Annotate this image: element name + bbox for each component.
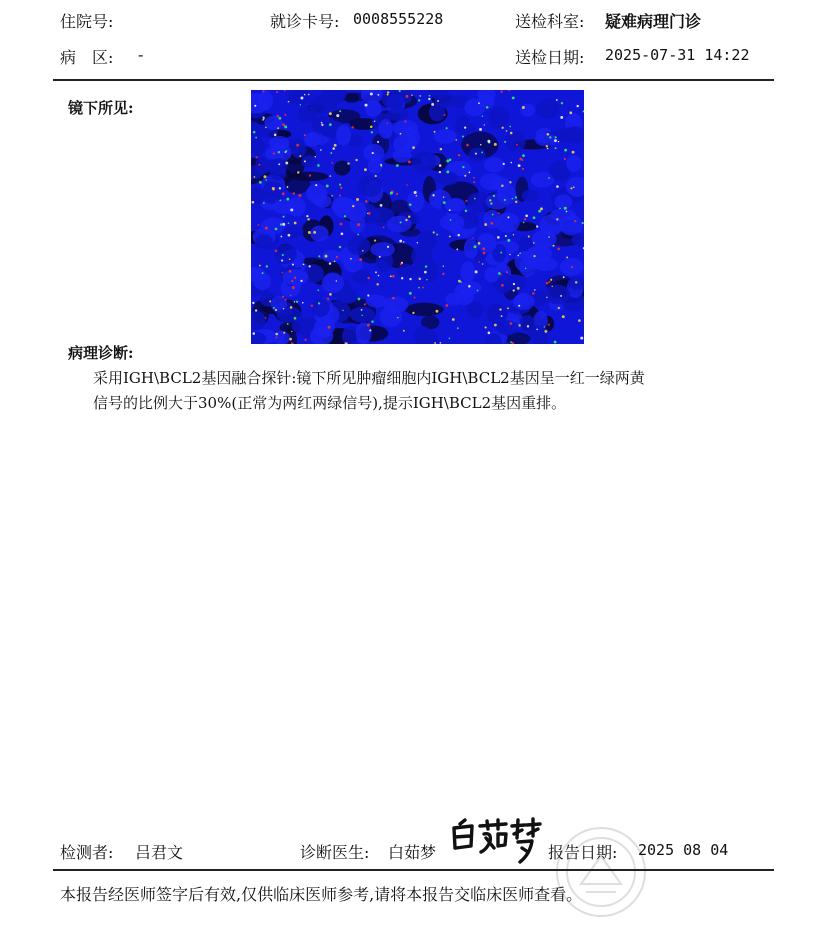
doctor-label: 诊断医生: — [300, 843, 370, 862]
footer-divider — [53, 869, 774, 871]
microscopy-title: 镜下所见: — [68, 99, 134, 117]
dept-value: 疑难病理门诊 — [605, 12, 702, 31]
ward-value: - — [138, 45, 144, 64]
report-date-label: 报告日期: — [548, 843, 618, 862]
inpatient-no-label: 住院号: — [60, 12, 114, 31]
fish-microscopy-image — [251, 90, 584, 344]
diagnosis-line-2: 信号的比例大于30%(正常为两红两绿信号),提示IGH\BCL2基因重排。 — [93, 394, 567, 412]
diagnosis-line-1: 采用IGH\BCL2基因融合探针:镜下所见肿瘤细胞内IGH\BCL2基因呈一红一绿两黄 — [93, 369, 645, 387]
date-label: 送检日期: — [515, 48, 585, 67]
diagnosis-title: 病理诊断: — [68, 344, 134, 362]
doctor-signature — [448, 812, 548, 868]
dept-label: 送检科室: — [515, 12, 585, 31]
tester-label: 检测者: — [60, 843, 114, 862]
hospital-seal — [548, 822, 654, 922]
header-divider — [53, 79, 774, 81]
disclaimer-text: 本报告经医师签字后有效,仅供临床医师参考,请将本报告交临床医师查看。 — [60, 885, 583, 904]
doctor-value: 白茹梦 — [388, 843, 437, 862]
visit-card-value: 0008555228 — [353, 10, 444, 28]
report-date-value: 2025 08 04 — [638, 841, 729, 859]
ward-label: 病 区: — [60, 48, 114, 67]
visit-card-label: 就诊卡号: — [270, 12, 340, 31]
date-value: 2025-07-31 14:22 — [605, 46, 750, 64]
tester-value: 吕君文 — [135, 843, 184, 862]
